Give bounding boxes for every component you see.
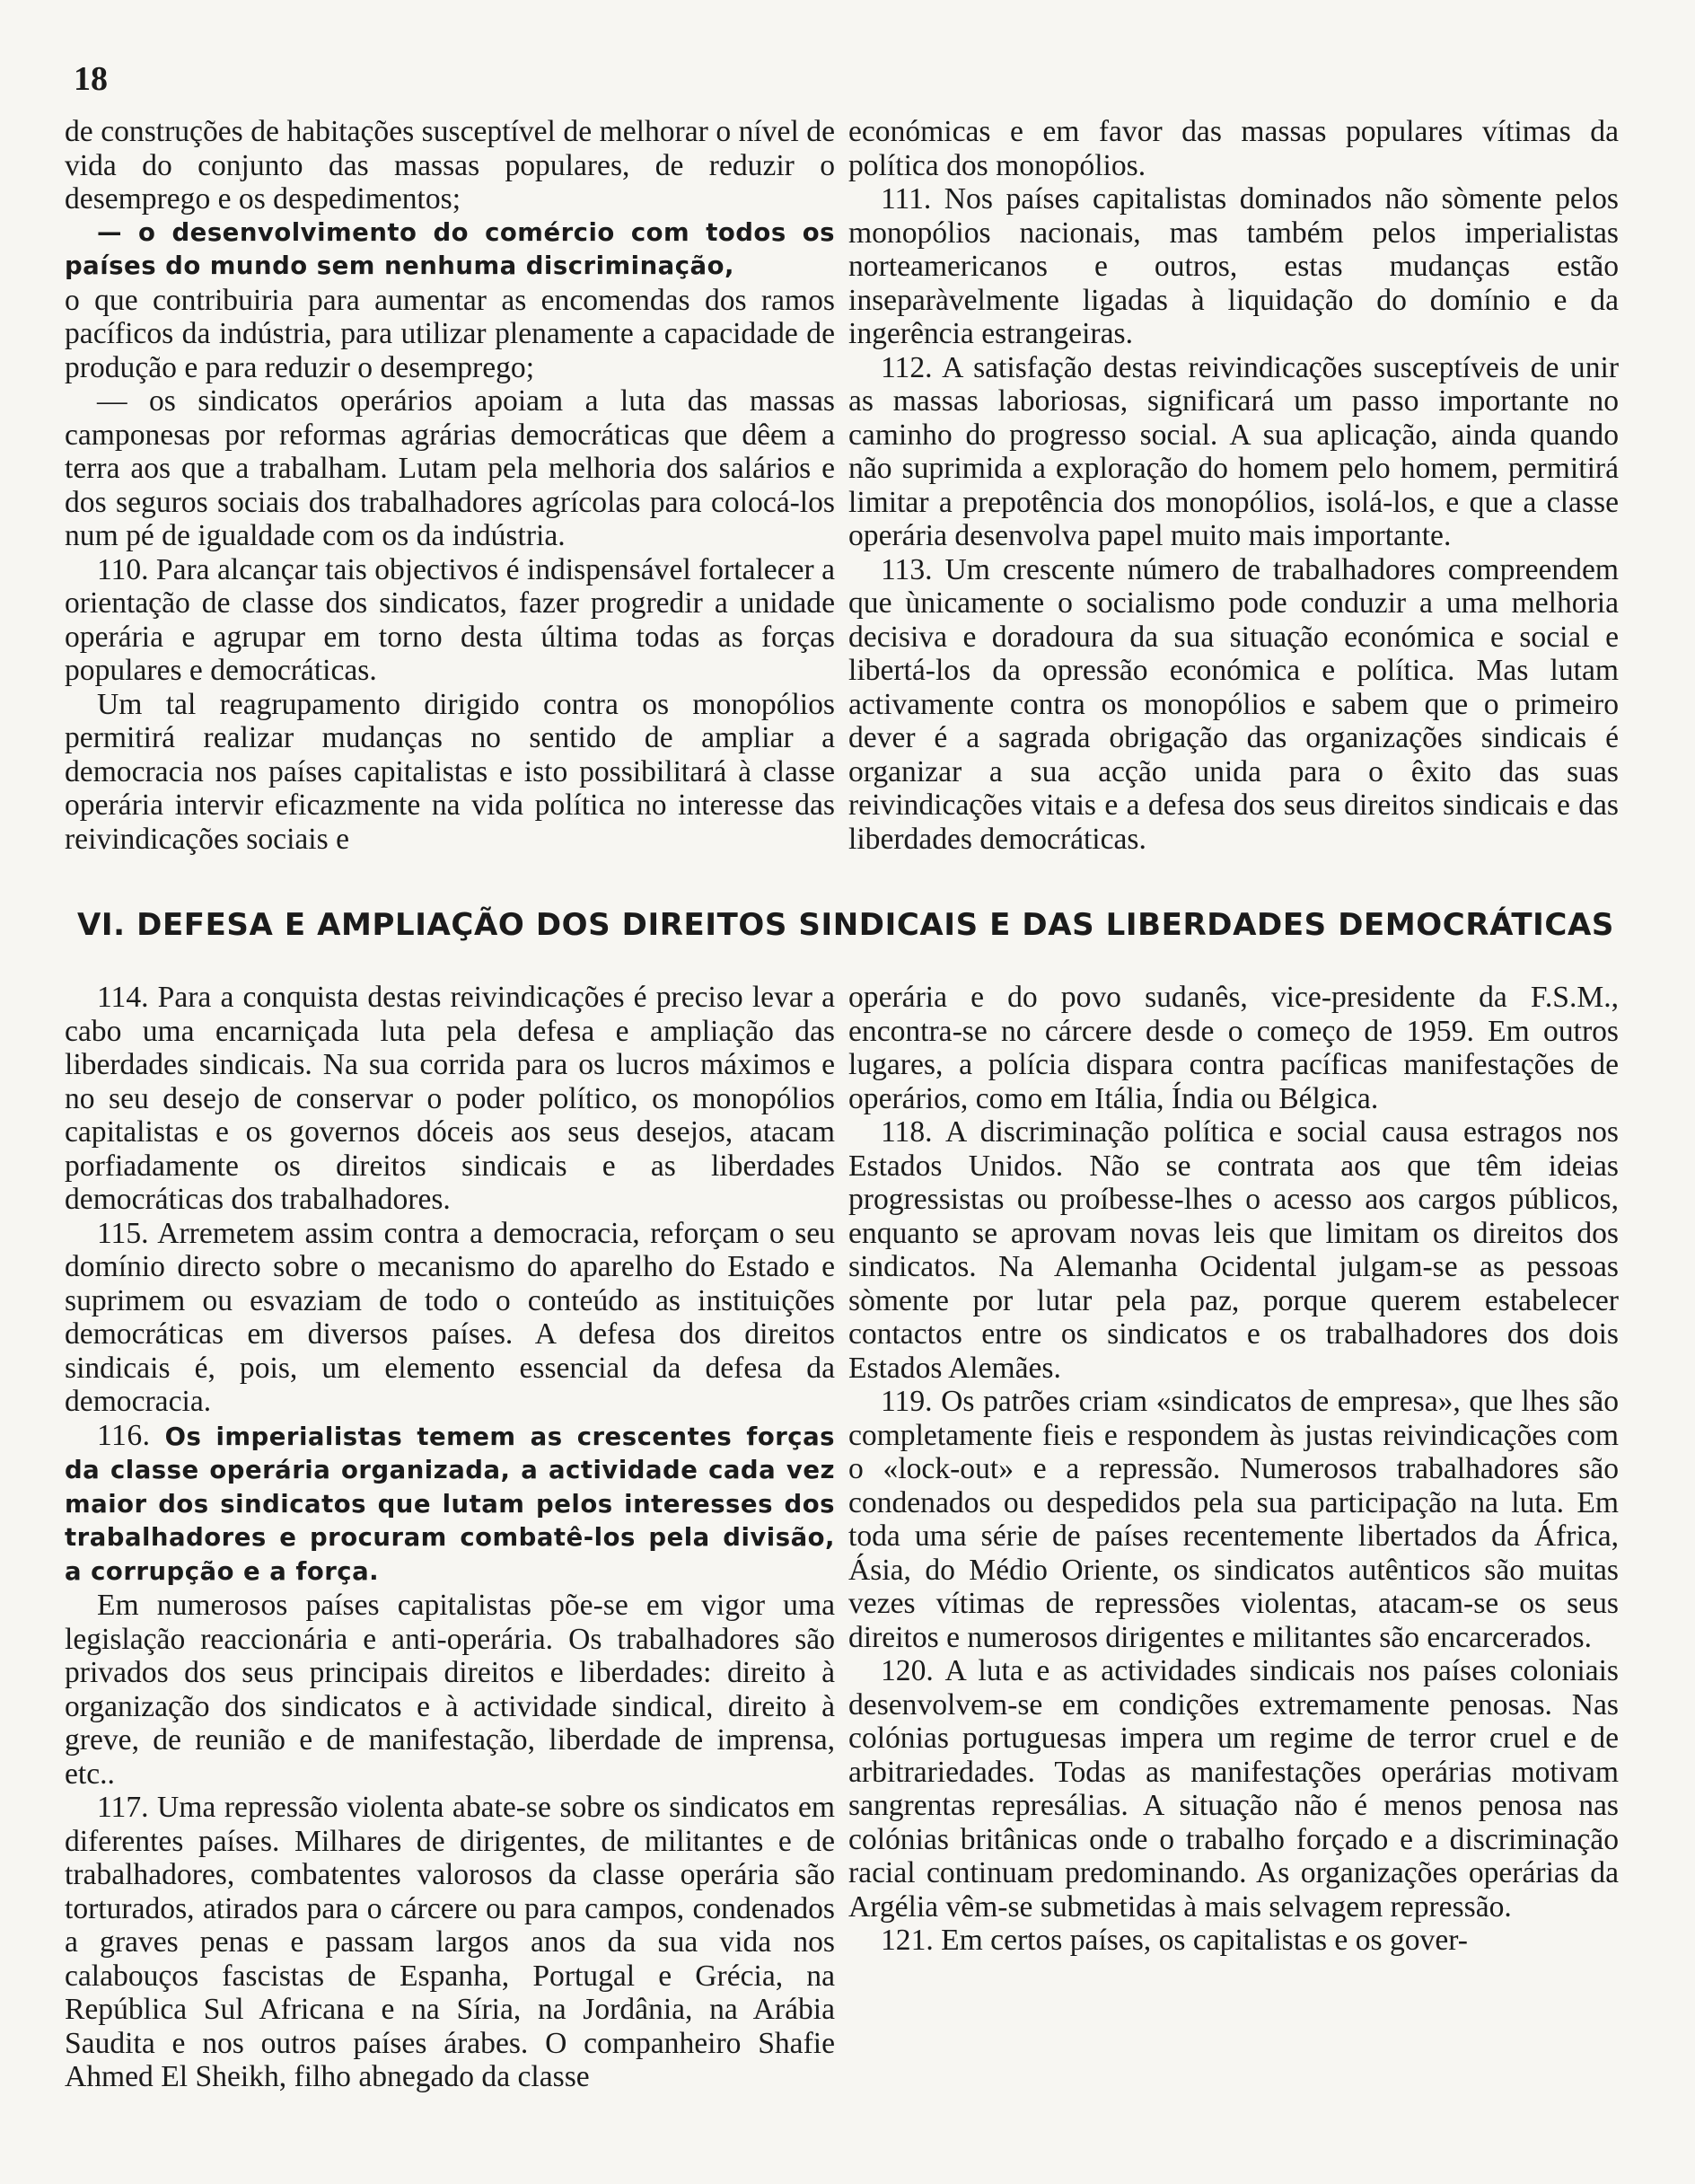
emphasized-paragraph: — o desenvolvimento do comércio com todos os países do mundo sem nenhuma discriminação,	[65, 217, 835, 280]
paragraph: 110. Para alcançar tais objectivos é indispensável fortalecer a orientação de classe dos sindicatos, fazer progredir a unidade operária e agrupar em torno desta última todas as forças populares e democráticas.	[65, 552, 835, 687]
paragraph: 119. Os patrões criam «sindicatos de empresa», que lhes são completamente fieis e respondem às justas reivindicações com o «lock-out» e a repressão. Numerosos trabalhadores são condenados ou despedidos pela sua participação na luta. Em toda uma série de países recentemente libertados da África, Ásia, do Médio Oriente, os sindicatos autênticos são muitas vezes vítimas de repressões violentas, atacam-se os seus direitos e numerosos dirigentes e militantes são encarcerados.	[848, 1385, 1619, 1654]
section-heading: VI. DEFESA E AMPLIAÇÃO DOS DIREITOS SINDICAIS E DAS LIBERDADES DEMOCRÁTICAS	[77, 907, 1614, 943]
paragraph: 114. Para a conquista destas reivindicações é preciso levar a cabo uma encarniçada luta pela defesa e ampliação das liberdades sindicais. Na sua corrida para os lucros máximos e no seu desejo de conservar o poder político, os monopólios capitalistas e os governos dóceis aos seus desejos, atacam porfiadamente os direitos sindicais e as liberdades democráticas dos trabalhadores.	[65, 981, 835, 1216]
paragraph: Em numerosos países capitalistas põe-se em vigor uma legislação reaccionária e anti-operária. Os trabalhadores são privados dos seus principais direitos e liberdades: direito à organização dos sindicatos e à actividade sindical, direito à greve, de reunião e de manifestação, liberdade de imprensa, etc..	[65, 1589, 835, 1791]
bottom-left-column	[65, 981, 835, 2094]
emphasized-paragraph	[65, 1419, 835, 1590]
paragraph: 113. Um crescente número de trabalhadores compreendem que ùnicamente o socialismo pode conduzir a uma melhoria decisiva e doradoura da sua situação económica e social e libertá-los da opressão económica e política. Mas lutam activamente contra os monopólios e sabem que o primeiro dever é a sagrada obrigação das organizações sindicais é organizar a sua acção unida para o êxito das suas reivindicações vitais e a defesa dos seus direitos sindicais e das liberdades democráticas.	[848, 552, 1619, 856]
bottom-right-column	[848, 981, 1619, 1958]
paragraph: 112. A satisfação destas reivindicações susceptíveis de unir as massas laboriosas, significará um passo importante no caminho do progresso social. A sua aplicação, ainda quando não suprimida a exploração do homem pelo homem, permitirá limitar a prepotência dos monopólios, isolá-los, e que a classe operária desenvolva papel muito mais importante.	[848, 350, 1619, 552]
emphasized-text: Os imperialistas temem as crescentes forças da classe operária organizada, a actividade cada vez maior dos sindicatos que lutam pelos interesses dos trabalhadores e procuram combatê-los pela divisão, a corrupção e a força.	[65, 1422, 836, 1586]
paragraph: operária e do povo sudanês, vice-presidente da F.S.M., encontra-se no cárcere desde o começo de 1959. Em outros lugares, a polícia dispara contra pacíficas manifestações de operários, como em Itália, Índia ou Bélgica.	[848, 981, 1619, 1115]
paragraph: — os sindicatos operários apoiam a luta das massas camponesas por reformas agrárias democráticas que dêem a terra aos que a trabalham. Lutam pela melhoria dos salários e dos seguros sociais dos trabalhadores agrícolas para colocá-los num pé de igualdade com os da indústria.	[65, 384, 835, 552]
paragraph: 118. A discriminação política e social causa estragos nos Estados Unidos. Não se contrata aos que têm ideias progressistas ou proíbesse-lhes o acesso aos cargos públicos, enquanto se aprovam novas leis que limitam os direitos dos sindicatos. Na Alemanha Ocidental julgam-se as pessoas sòmente por lutar pela paz, porque querem estabelecer contactos entre os sindicatos e os trabalhadores dos dois Estados Alemães.	[848, 1115, 1619, 1385]
paragraph: 111. Nos países capitalistas dominados não sòmente pelos monopólios nacionais, mas também pelos imperialistas norteamericanos e outros, estas mudanças estão inseparàvelmente ligadas à liquidação do domínio e da ingerência estrangeiras.	[848, 182, 1619, 350]
top-right-column	[848, 115, 1619, 856]
paragraph: 121. Em certos países, os capitalistas e os gover-	[881, 1924, 1468, 1957]
paragraph: de construções de habitações susceptível de melhorar o nível de vida do conjunto das massas populares, de reduzir o desemprego e os despedimentos;	[65, 115, 835, 216]
paragraph: 117. Uma repressão violenta abate-se sobre os sindicatos em diferentes países. Milhares de dirigentes, de militantes e de trabalhadores, combatentes valorosos da classe operária são torturados, atirados para o cárcere ou para campos, condenados a graves penas e passam largos anos da sua vida nos calabouços fascistas de Espanha, Portugal e Grécia, na República Sul Africana e na Síria, na Jordânia, na Arábia Saudita e nos outros países árabes. O companheiro Shafie Ahmed El Sheikh, filho abnegado da classe	[65, 1791, 835, 2093]
paragraph: o que contribuiria para aumentar as encomendas dos ramos pacíficos da indústria, para utilizar plenamente a capacidade de produção e para reduzir o desemprego;	[65, 283, 835, 384]
paragraph: 115. Arremetem assim contra a democracia, reforçam o seu domínio directo sobre o mecanismo do aparelho do Estado e suprimem ou esvaziam de todo o conteúdo as instituições democráticas em diversos países. A defesa dos direitos sindicais é, pois, um elemento essencial da defesa da democracia.	[65, 1216, 835, 1418]
paragraph: Um tal reagrupamento dirigido contra os monopólios permitirá realizar mudanças no sentido de ampliar a democracia nos países capitalistas e isto possibilitará à classe operária intervir eficazmente na vida política no interesse das reivindicações sociais e	[65, 687, 835, 856]
page-number: 18	[74, 60, 108, 98]
paragraph-number: 116.	[97, 1418, 151, 1452]
top-left-column	[65, 115, 835, 856]
paragraph: económicas e em favor das massas populares vítimas da política dos monopólios.	[848, 115, 1619, 182]
paragraph: 120. A luta e as actividades sindicais nos países coloniais desenvolvem-se em condições extremamente penosas. Nas colónias portuguesas impera um regime de terror cruel e de arbitrariedades. Todas as manifestações operárias motivam sangrentas represálias. A situação não é menos penosa nas colónias britânicas onde o trabalho forçado e a discriminação racial continuam predominando. As organizações operárias da Argélia vêm-se submetidas à mais selvagem repressão.	[848, 1654, 1619, 1924]
